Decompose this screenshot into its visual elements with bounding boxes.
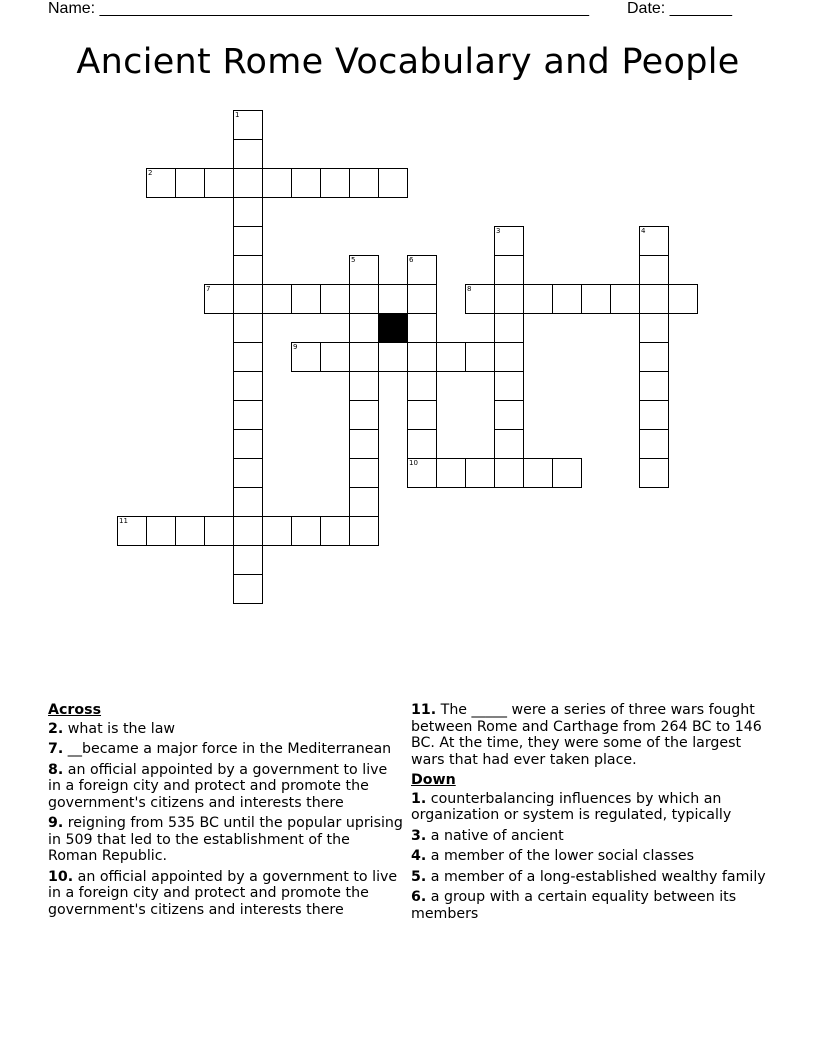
grid-cell[interactable] — [494, 400, 524, 430]
grid-cell[interactable] — [175, 168, 205, 198]
grid-cell[interactable] — [262, 168, 292, 198]
grid-cell[interactable] — [639, 458, 669, 488]
clues-right-column — [411, 702, 771, 926]
clue-text: __became a major force in the Mediterranean — [63, 741, 392, 757]
down-clue — [411, 889, 771, 922]
grid-cell[interactable] — [233, 458, 263, 488]
clue-number: 10. — [48, 868, 74, 885]
across-clue — [48, 869, 403, 919]
grid-cell[interactable] — [233, 313, 263, 343]
clue-number: 2. — [48, 720, 64, 737]
grid-cell[interactable] — [407, 284, 437, 314]
grid-cell[interactable] — [320, 284, 350, 314]
grid-cell[interactable] — [233, 139, 263, 169]
grid-cell[interactable] — [639, 255, 669, 285]
clue-number: 3. — [411, 827, 427, 844]
clue-number: 9. — [48, 815, 64, 831]
grid-cell[interactable] — [146, 516, 176, 546]
grid-cell[interactable] — [436, 458, 466, 488]
grid-cell[interactable] — [349, 168, 379, 198]
grid-clue-number: 10 — [409, 459, 418, 467]
grid-cell[interactable] — [494, 371, 524, 401]
clue-number: 1. — [411, 790, 427, 807]
grid-clue-number: 6 — [409, 256, 414, 264]
grid-cell[interactable] — [494, 255, 524, 285]
clue-text: counterbalancing influences by which an organization or system is regulated, typically — [411, 790, 732, 823]
clues-left-column — [48, 702, 403, 922]
grid-cell[interactable] — [204, 516, 234, 546]
down-heading: Down — [411, 772, 456, 788]
grid-clue-number: 4 — [641, 227, 646, 235]
grid-cell[interactable] — [494, 313, 524, 343]
grid-cell[interactable] — [349, 400, 379, 430]
grid-cell[interactable] — [436, 342, 466, 372]
grid-block-cell — [378, 313, 408, 343]
across-clue — [48, 762, 403, 812]
clue-number: 5. — [411, 868, 427, 885]
name-label: Name: _______________________________________________________ — [48, 0, 589, 17]
grid-clue-number: 3 — [496, 227, 501, 235]
down-clue — [411, 791, 771, 824]
grid-cell[interactable] — [233, 545, 263, 575]
grid-cell[interactable] — [407, 342, 437, 372]
grid-cell[interactable] — [320, 342, 350, 372]
clue-text: a group with a certain equality between its members — [411, 889, 737, 922]
grid-cell[interactable] — [639, 400, 669, 430]
grid-cell[interactable] — [494, 458, 524, 488]
clue-text: an official appointed by a government to live in a foreign city and protect and promote the government's citizens and interests there — [48, 868, 398, 918]
grid-cell[interactable] — [639, 429, 669, 459]
grid-cell[interactable] — [349, 458, 379, 488]
clue-text: an official appointed by a government to live in a foreign city and protect and promote the government's citizens and interests there — [48, 761, 388, 811]
grid-cell[interactable] — [233, 516, 263, 546]
grid-clue-number: 8 — [467, 285, 472, 293]
grid-cell[interactable] — [523, 458, 553, 488]
grid-cell[interactable] — [233, 168, 263, 198]
across-clue — [48, 721, 403, 738]
grid-cell[interactable] — [349, 342, 379, 372]
clue-text: a member of a long-established wealthy family — [426, 868, 766, 885]
clue-number: 8. — [48, 761, 64, 778]
grid-cell[interactable] — [552, 284, 582, 314]
grid-cell[interactable] — [494, 429, 524, 459]
grid-cell[interactable] — [639, 284, 669, 314]
grid-cell[interactable] — [233, 371, 263, 401]
grid-cell[interactable] — [204, 168, 234, 198]
grid-cell[interactable] — [378, 168, 408, 198]
grid-cell[interactable] — [262, 516, 292, 546]
grid-cell[interactable] — [233, 284, 263, 314]
grid-clue-number: 1 — [235, 111, 240, 119]
grid-cell[interactable] — [639, 342, 669, 372]
clue-number: 11. — [411, 702, 437, 718]
grid-cell[interactable] — [523, 284, 553, 314]
across-heading: Across — [48, 702, 102, 718]
grid-cell[interactable] — [639, 313, 669, 343]
grid-cell[interactable] — [349, 313, 379, 343]
grid-clue-number: 7 — [206, 285, 211, 293]
grid-cell[interactable] — [233, 487, 263, 517]
grid-cell[interactable] — [233, 574, 263, 604]
grid-cell[interactable] — [349, 487, 379, 517]
grid-cell[interactable] — [233, 226, 263, 256]
clue-text: a native of ancient — [426, 827, 564, 844]
grid-cell[interactable] — [291, 516, 321, 546]
grid-cell[interactable] — [233, 255, 263, 285]
across-clue — [48, 741, 403, 758]
grid-clue-number: 2 — [148, 169, 153, 177]
down-clue — [411, 848, 771, 865]
down-clue-list — [411, 791, 771, 923]
grid-cell[interactable] — [233, 429, 263, 459]
clue-text: a member of the lower social classes — [426, 848, 694, 864]
grid-cell[interactable] — [465, 458, 495, 488]
grid-cell[interactable] — [320, 168, 350, 198]
grid-cell[interactable] — [465, 342, 495, 372]
grid-clue-number: 5 — [351, 256, 356, 264]
grid-cell[interactable] — [233, 342, 263, 372]
clue-text: what is the law — [63, 720, 176, 737]
grid-cell[interactable] — [378, 342, 408, 372]
grid-cell[interactable] — [349, 429, 379, 459]
grid-cell[interactable] — [494, 342, 524, 372]
grid-cell[interactable] — [349, 371, 379, 401]
grid-cell[interactable] — [407, 371, 437, 401]
down-clue — [411, 828, 771, 845]
across-clue-list-continued — [411, 702, 771, 768]
clue-text: reigning from 535 BC until the popular uprising in 509 that led to the establishment of the Roman Republic. — [48, 815, 403, 864]
grid-cell[interactable] — [378, 284, 408, 314]
across-clue — [411, 702, 771, 768]
grid-cell[interactable] — [610, 284, 640, 314]
grid-clue-number: 11 — [119, 517, 128, 525]
grid-cell[interactable] — [291, 168, 321, 198]
grid-cell[interactable] — [581, 284, 611, 314]
grid-clue-number: 9 — [293, 343, 298, 351]
grid-cell[interactable] — [349, 516, 379, 546]
grid-cell[interactable] — [668, 284, 698, 314]
down-clue — [411, 869, 771, 886]
grid-cell[interactable] — [262, 284, 292, 314]
across-clue — [48, 815, 403, 865]
grid-cell[interactable] — [639, 371, 669, 401]
date-label: Date: _______ — [627, 0, 732, 17]
grid-cell[interactable] — [291, 284, 321, 314]
clue-number: 6. — [411, 889, 427, 905]
grid-cell[interactable] — [407, 400, 437, 430]
page-title: Ancient Rome Vocabulary and People — [76, 42, 740, 82]
grid-cell[interactable] — [175, 516, 205, 546]
grid-cell[interactable] — [552, 458, 582, 488]
grid-cell[interactable] — [494, 284, 524, 314]
clue-text: The _____ were a series of three wars fought between Rome and Carthage from 264 BC to 146 BC. At the time, they were some of the largest wars that had ever taken place. — [411, 702, 762, 768]
clue-number: 4. — [411, 848, 427, 864]
grid-cell[interactable] — [233, 400, 263, 430]
grid-cell[interactable] — [349, 284, 379, 314]
grid-cell[interactable] — [407, 429, 437, 459]
grid-cell[interactable] — [233, 197, 263, 227]
clue-number: 7. — [48, 741, 64, 757]
grid-cell[interactable] — [407, 313, 437, 343]
across-clue-list — [48, 721, 403, 919]
grid-cell[interactable] — [320, 516, 350, 546]
